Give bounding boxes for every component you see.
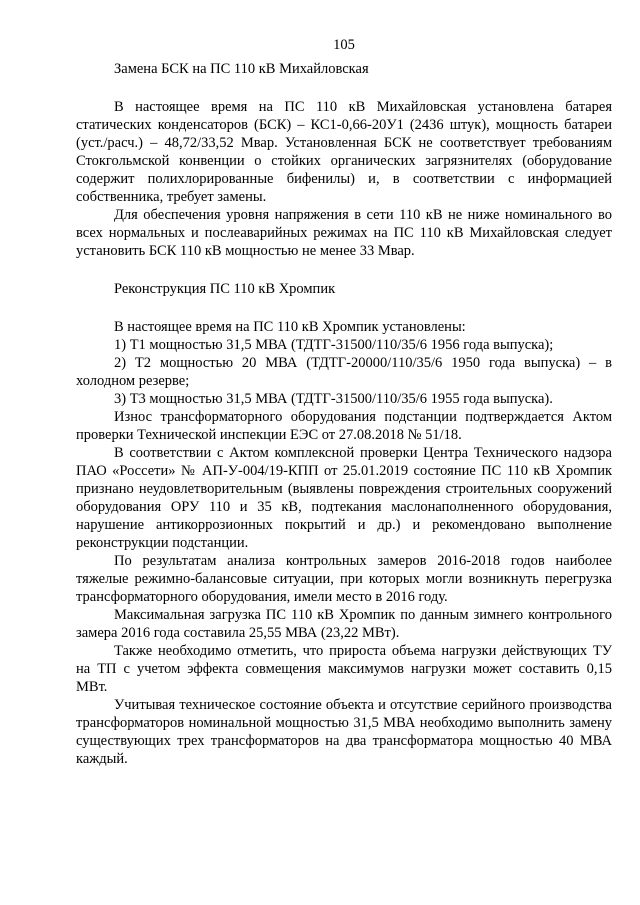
spacer [76, 298, 612, 318]
list-item-t1: 1) Т1 мощностью 31,5 МВА (ТДТГ-31500/110/35/6 1956 года выпуска); [114, 337, 554, 353]
paragraph: В соответствии с Актом комплексной проверки Центра Технического надзора ПАО «Россети» № АП-У-004/19-КПП от 25.01.2019 состояние ПС 110 кВ Хромпик признано неудовлетворительным (выявлены повреждения строительных сооружений оборудования ОРУ 110 и 35 кВ, подтекания маслонаполненного оборудования, нарушение антикоррозионных покрытий и др.) и рекомендовано выполнение реконструкции подстанции. [76, 445, 612, 551]
page-number: 105 [333, 37, 355, 53]
paragraph: Для обеспечения уровня напряжения в сети 110 кВ не ниже номинального во всех нормальных и послеаварийных режимах на ПС 110 кВ Михайловская следует установить БСК 110 кВ мощностью не менее 33 Мвар. [76, 207, 612, 259]
paragraph: По результатам анализа контрольных замеров 2016-2018 годов наиболее тяжелые режимно-балансовые ситуации, при которых могли возникнуть перегрузка трансформаторного оборудования, имели место в 2016 году. [76, 553, 612, 605]
document-page [76, 36, 612, 768]
spacer [76, 260, 612, 280]
paragraph: В настоящее время на ПС 110 кВ Михайловская установлена батарея статических конденсаторов (БСК) – КС1-0,66-20У1 (2436 штук), мощность батареи (уст./расч.) – 48,72/33,52 Мвар. Установленная БСК не соответствует требованиям Стокгольмской конвенции о стойких органических загрязнителях (оборудование содержит полихлорированные бифенилы) и, в соответствии с информацией собственника, требует замены. [76, 99, 612, 205]
list-item-t2: 2) Т2 мощностью 20 МВА (ТДТГ-20000/110/35/6 1950 года выпуска) – в холодном резерве; [76, 355, 612, 389]
paragraph: Также необходимо отметить, что прироста объема нагрузки действующих ТУ на ТП с учетом эффекта совмещения максимумов нагрузки может составить 0,15 МВт. [76, 643, 612, 695]
paragraph: Учитывая техническое состояние объекта и отсутствие серийного производства трансформаторов номинальной мощностью 31,5 МВА необходимо выполнить замену существующих трех трансформаторов на два трансформатора мощностью 40 МВА каждый. [76, 697, 612, 767]
section-heading-mikhailovskaya: Замена БСК на ПС 110 кВ Михайловская [114, 61, 369, 77]
list-item-t3: 3) Т3 мощностью 31,5 МВА (ТДТГ-31500/110/35/6 1955 года выпуска). [114, 391, 553, 407]
paragraph: Максимальная загрузка ПС 110 кВ Хромпик по данным зимнего контрольного замера 2016 года составила 25,55 МВА (23,22 МВт). [76, 607, 612, 641]
paragraph: В настоящее время на ПС 110 кВ Хромпик установлены: [114, 319, 466, 335]
section-heading-khrompik: Реконструкция ПС 110 кВ Хромпик [114, 281, 336, 297]
spacer [76, 78, 612, 98]
paragraph: Износ трансформаторного оборудования подстанции подтверждается Актом проверки Технической инспекции ЕЭС от 27.08.2018 № 51/18. [76, 409, 612, 443]
